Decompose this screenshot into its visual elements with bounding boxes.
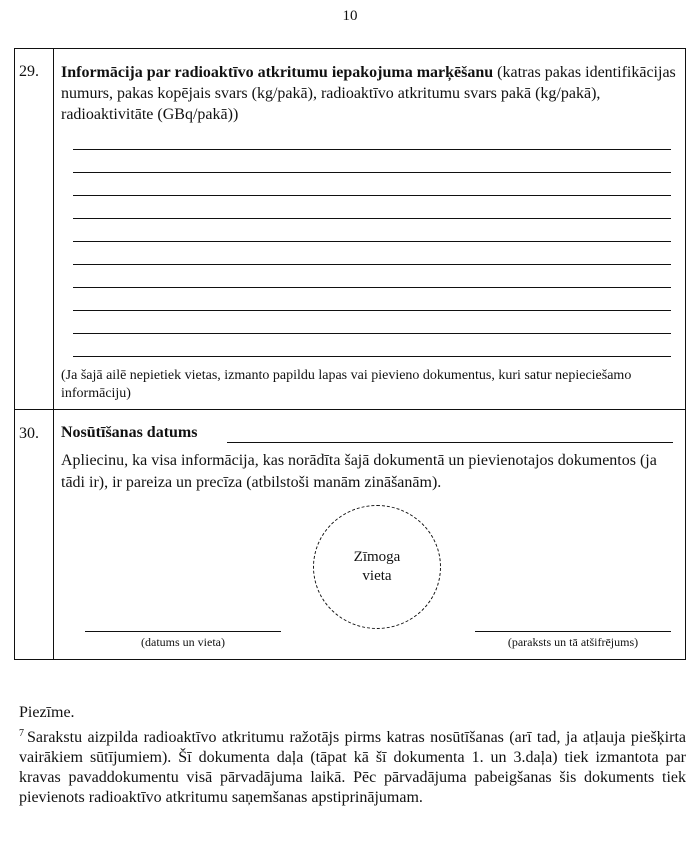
row-29-write-line[interactable] xyxy=(73,195,671,196)
number-column-divider xyxy=(53,49,54,659)
row-29-title-description: (katras pakas identifikācijas numurs, pakas kopējais svars (kg/pakā), radioaktīvo atkritumu svars pakā (kg/pakā), radioaktivitāte (GBq/pakā)) xyxy=(61,64,676,123)
footnote-marker: 7 xyxy=(19,728,24,739)
row-29-write-line[interactable] xyxy=(73,149,671,150)
footnote xyxy=(19,724,686,808)
row-29-write-line[interactable] xyxy=(73,241,671,242)
row-29-write-line[interactable] xyxy=(73,218,671,219)
row-29-number: 29. xyxy=(19,63,39,80)
row-29-write-line[interactable] xyxy=(73,356,671,357)
date-place-caption: (datums un vieta) xyxy=(141,635,225,649)
footnote-text: Sarakstu aizpilda radioaktīvo atkritumu ražotājs pirms katras nosūtīšanas (arī tad, ja atļauja piešķirta vairākiem sūtījumiem). Šī dokumenta daļa (tāpat kā šī dokumenta 1. un 3.daļa) tiek izmantota par kravas pavaddokumentu visā pārvadājuma laikā. Pēc pārvadājuma pabeigšanas šis dokuments tiek pievienots radioaktīvo atkritumu saņemšanas apstiprinājumam. xyxy=(19,729,686,806)
page-number: 10 xyxy=(342,8,358,24)
row-29-title-bold: Informācija par radioaktīvo atkritumu iepakojuma marķēšanu xyxy=(61,64,494,81)
signature-line[interactable] xyxy=(475,631,671,632)
date-place-line[interactable] xyxy=(85,631,281,632)
row-29-write-line[interactable] xyxy=(73,264,671,265)
note-heading: Piezīme. xyxy=(19,704,75,721)
row-29-write-line[interactable] xyxy=(73,333,671,334)
row-29-heading xyxy=(61,62,679,125)
row-30-number: 30. xyxy=(19,425,39,442)
row-29-write-line[interactable] xyxy=(73,287,671,288)
row-30-title: Nosūtīšanas datums xyxy=(61,424,198,441)
stamp-label-line2: vieta xyxy=(362,568,392,584)
row-30-statement: Apliecinu, ka visa informācija, kas norādīta šajā dokumentā un pievienotajos dokumentos (ja tādi ir), ir pareiza un precīza (atbilstoši manām zināšanām). xyxy=(61,452,657,491)
row-29-write-line[interactable] xyxy=(73,172,671,173)
stamp-placeholder xyxy=(313,505,441,629)
dispatch-date-line[interactable] xyxy=(227,442,673,443)
form-table xyxy=(14,48,686,660)
row-divider xyxy=(15,409,685,410)
row-29-note: (Ja šajā ailē nepietiek vietas, izmanto papildu lapas vai pievieno dokumentus, kuri satur nepieciešamo informāciju) xyxy=(61,368,632,401)
stamp-label-line1: Zīmoga xyxy=(353,549,401,565)
row-29-write-line[interactable] xyxy=(73,310,671,311)
signature-caption: (paraksts un tā atšifrējums) xyxy=(507,635,639,649)
